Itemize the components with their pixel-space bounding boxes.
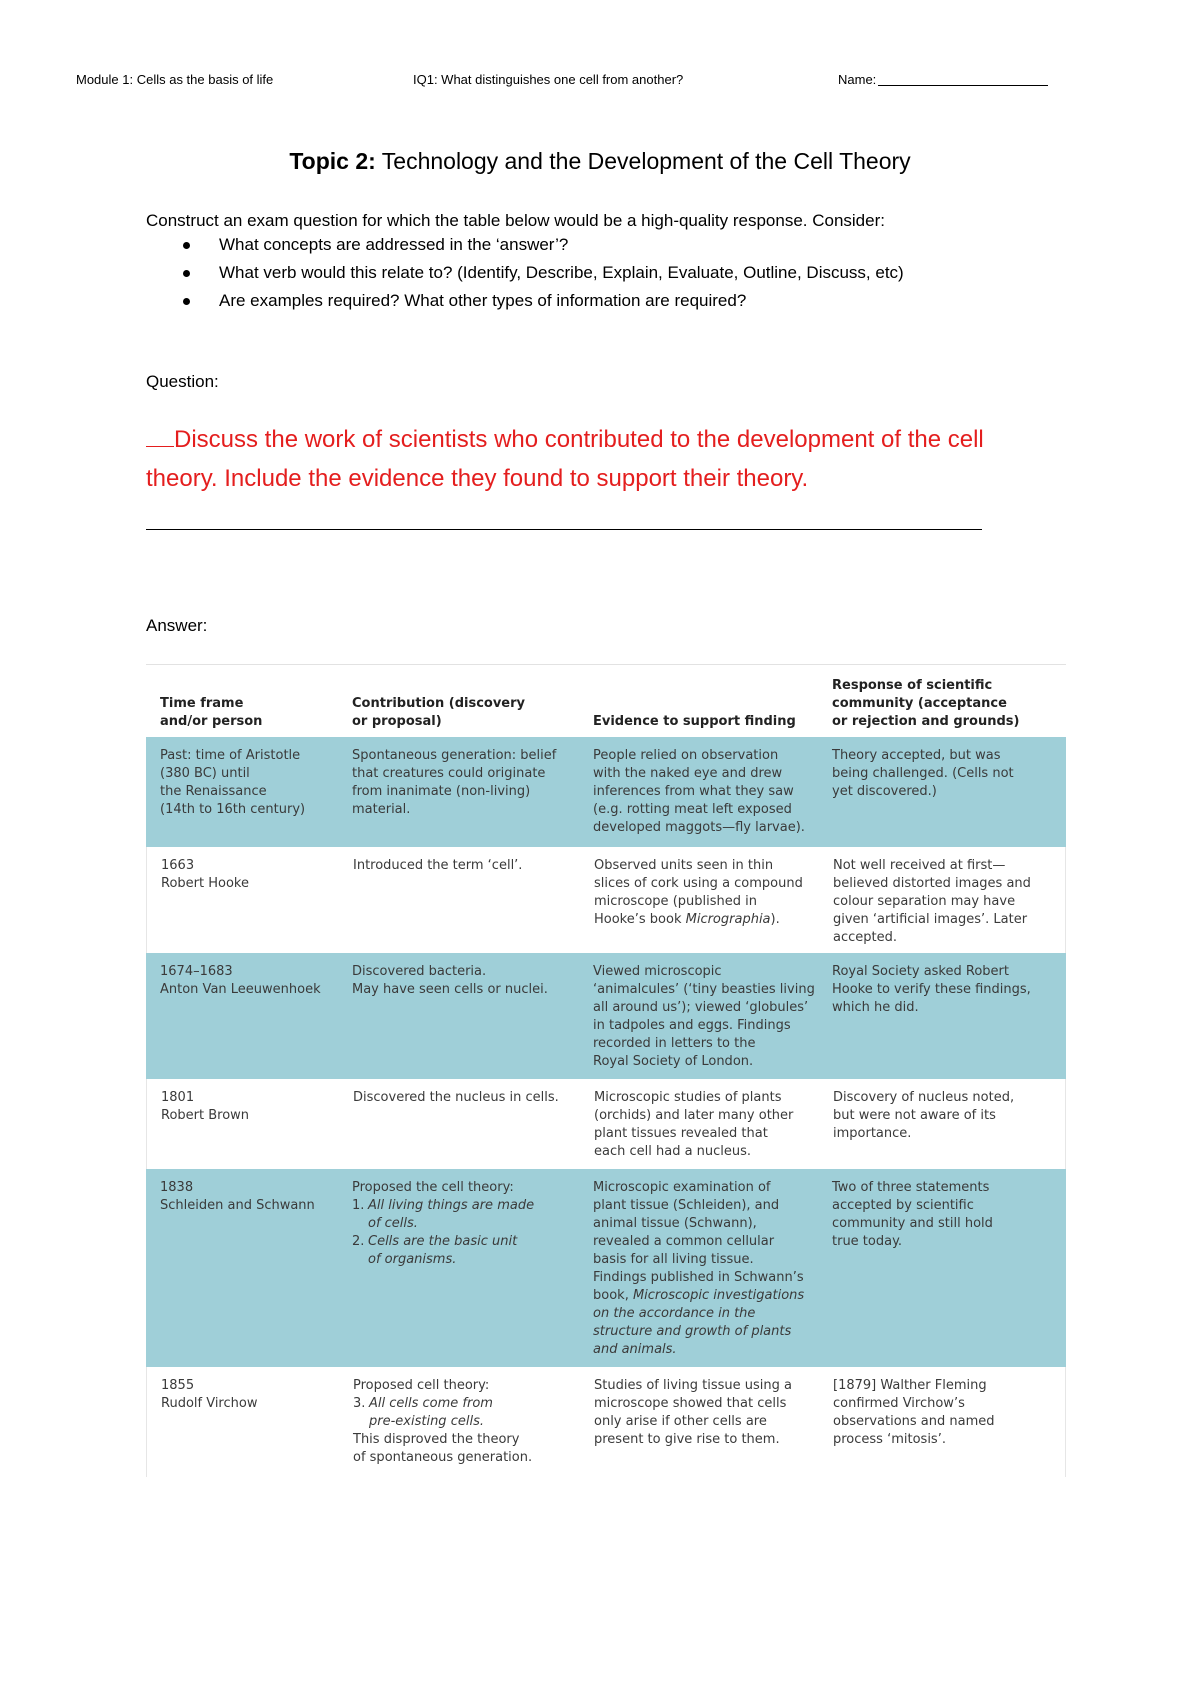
cell-response: Royal Society asked Robert Hooke to verify these findings, which he did. <box>832 964 1031 1015</box>
question-response <box>146 420 1046 498</box>
list-item: Are examples required? What other types of information are required? <box>183 290 904 318</box>
cell-time: 1801 Robert Brown <box>161 1090 250 1123</box>
cell-evidence: People relied on observation with the naked eye and drew inferences from what they saw (e.g. rotting meat left exposed developed maggots—fly larvae). <box>593 748 805 835</box>
answer-line <box>146 529 982 530</box>
cell-time: 1663 Robert Hooke <box>161 858 249 891</box>
cell-time: 1674–1683 Anton Van Leeuwenhoek <box>160 964 321 997</box>
cell-time: 1855 Rudolf Virchow <box>161 1378 258 1411</box>
question-label: Question: <box>146 372 219 391</box>
question-text: Discuss the work of scientists who contributed to the development of the cell theory. Include the evidence they found to support their theory. <box>146 426 984 492</box>
table-row <box>146 1367 1066 1477</box>
table-header <box>146 664 1066 737</box>
table-row <box>146 1169 1066 1367</box>
cell-response: Discovery of nucleus noted, but were not aware of its importance. <box>833 1090 1015 1141</box>
cell-contribution: Discovered bacteria. May have seen cells or nuclei. <box>352 964 548 997</box>
topic-number: Topic 2: <box>289 148 376 174</box>
instructions-intro: Construct an exam question for which the table below would be a high-quality response. Consider: <box>146 211 885 230</box>
cell-time: 1838 Schleiden and Schwann <box>160 1180 315 1213</box>
name-label: Name: <box>838 72 877 87</box>
cell-time: Past: time of Aristotle (380 BC) until the Renaissance (14th to 16th century) <box>160 748 306 817</box>
inquiry-question: IQ1: What distinguishes one cell from another? <box>413 72 684 87</box>
cell-evidence: Studies of living tissue using a microscope showed that cells only arise if other cells are present to give rise to them. <box>594 1378 793 1447</box>
cell-contribution: Proposed the cell theory: 1. All living things are made of cells. 2. Cells are the basic unit of organisms. <box>352 1180 535 1267</box>
table-row <box>146 737 1066 847</box>
cell-response: Two of three statements accepted by scientific community and still hold true today. <box>832 1180 993 1249</box>
blank-line <box>146 422 174 447</box>
module-label: Module 1: Cells as the basis of life <box>76 72 274 87</box>
page-title <box>0 148 1200 175</box>
cell-contribution: Discovered the nucleus in cells. <box>353 1090 559 1105</box>
name-line[interactable] <box>878 72 1048 86</box>
cell-evidence: Microscopic examination of plant tissue (Schleiden), and animal tissue (Schwann), revealed a common cellular basis for all living tissue. Findings published in Schwann’s book, Microscopic investigations on the accordance in the structure and growth of plants and animals. <box>593 1180 805 1357</box>
header-time-frame: Time frame and/or person <box>160 696 263 729</box>
cell-response: Not well received at first— believed distorted images and colour separation may have given ‘artificial images’. Later accepted. <box>833 858 1031 945</box>
cell-theory-table <box>146 664 1066 1479</box>
header-response: Response of scientific community (acceptance or rejection and grounds) <box>832 678 1020 729</box>
name-field[interactable] <box>838 72 1061 87</box>
cell-evidence: Microscopic studies of plants (orchids) and later many other plant tissues revealed that each cell had a nucleus. <box>594 1090 794 1159</box>
header-contribution: Contribution (discovery or proposal) <box>352 696 526 729</box>
cell-evidence: Observed units seen in thin slices of cork using a compound microscope (published in Hooke’s book Micrographia). <box>594 858 803 927</box>
cell-contribution: Introduced the term ‘cell’. <box>353 858 523 873</box>
answer-label: Answer: <box>146 616 208 635</box>
topic-name: Technology and the Development of the Cell Theory <box>375 148 911 174</box>
table-row <box>146 953 1066 1079</box>
list-item: What verb would this relate to? (Identify, Describe, Explain, Evaluate, Outline, Discuss, etc) <box>183 262 904 290</box>
cell-contribution: Spontaneous generation: belief that creatures could originate from inanimate (non-living) material. <box>352 748 557 817</box>
list-item: What concepts are addressed in the ‘answer’? <box>183 234 904 262</box>
table-row <box>146 1079 1066 1169</box>
header-evidence: Evidence to support finding <box>593 714 796 729</box>
cell-response: [1879] Walther Fleming confirmed Virchow’s observations and named process ‘mitosis’. <box>833 1378 995 1447</box>
instructions-list <box>183 234 904 318</box>
page-header <box>76 72 1061 94</box>
table-row <box>146 847 1066 953</box>
cell-evidence: Viewed microscopic ‘animalcules’ (‘tiny beasties living all around us’); viewed ‘globules’ in tadpoles and eggs. Findings recorded in letters to the Royal Society of London. <box>593 964 815 1069</box>
cell-contribution: Proposed cell theory: 3. All cells come from pre-existing cells. This disproved the theory of spontaneous generation. <box>353 1378 533 1465</box>
cell-response: Theory accepted, but was being challenged. (Cells not yet discovered.) <box>832 748 1014 799</box>
